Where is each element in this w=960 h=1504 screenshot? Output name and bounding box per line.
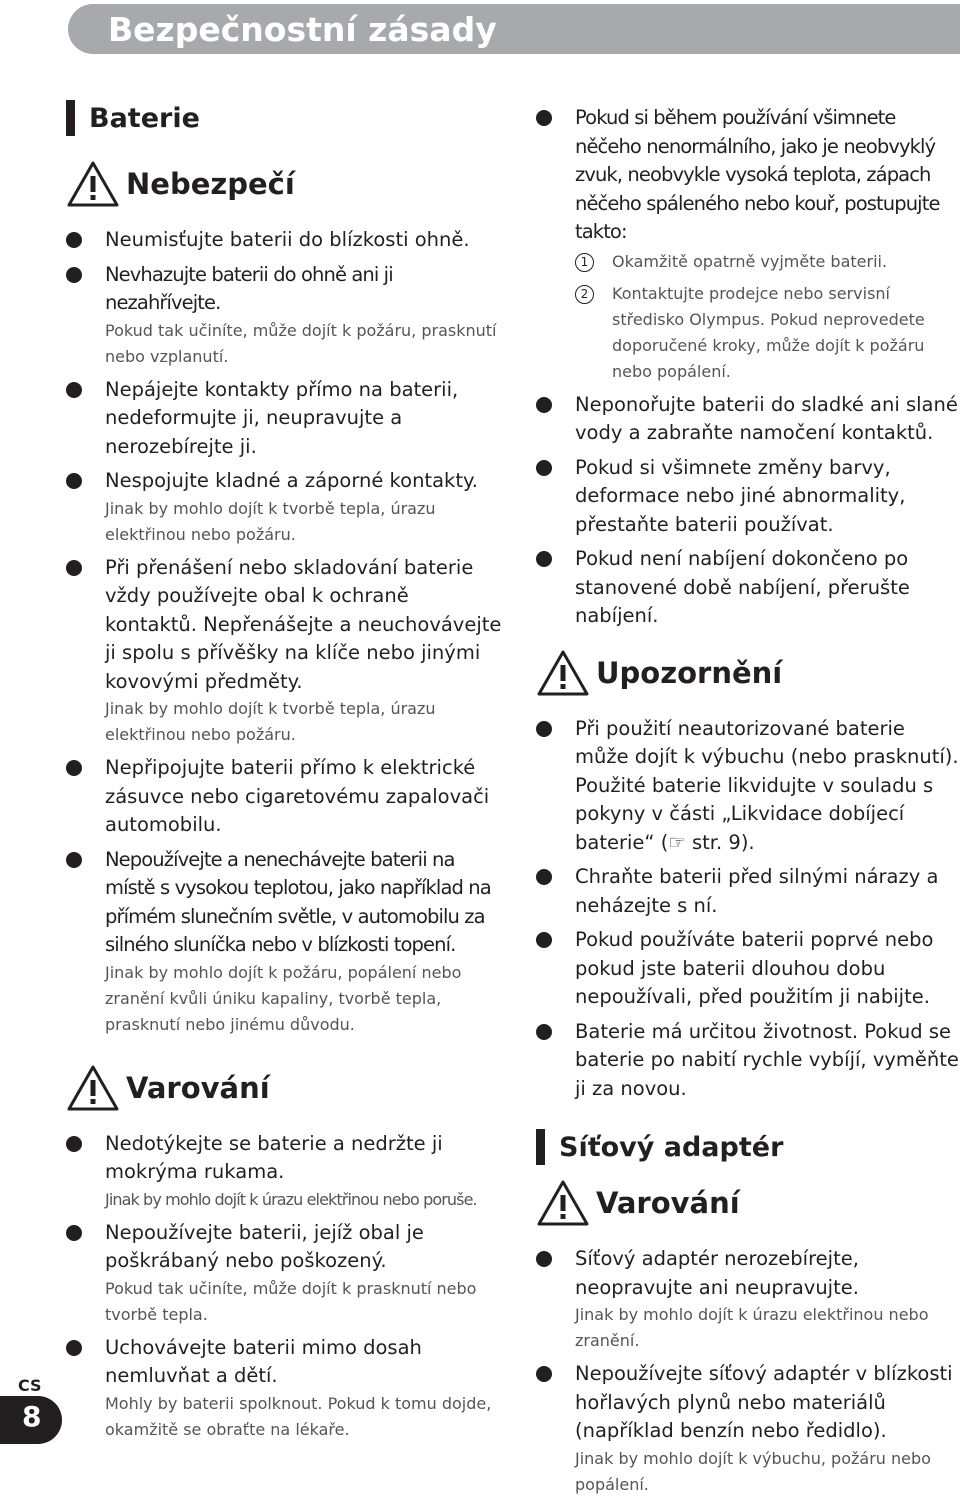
step-item <box>575 281 960 385</box>
danger-heading <box>66 160 506 208</box>
item-note: Jinak by mohlo dojít k úrazu elektřinou nebo poruše. <box>105 1189 477 1209</box>
warning-triangle-icon <box>536 649 590 697</box>
list-item <box>66 467 506 548</box>
list-item <box>66 846 506 1038</box>
warning-triangle-icon <box>66 160 120 208</box>
right-column <box>536 104 960 1504</box>
item-note: Jinak by mohlo dojít k úrazu elektřinou nebo zranění. <box>575 1305 929 1350</box>
list-item <box>66 376 506 462</box>
danger-title: Nebezpečí <box>126 167 295 201</box>
list-item <box>536 1360 960 1498</box>
list-item <box>536 545 960 631</box>
item-text: Nevhazujte baterii do ohně ani ji nezahřívejte. <box>105 262 393 314</box>
item-text: Nespojujte kladné a záporné kontakty. <box>105 469 478 492</box>
list-item <box>66 226 506 255</box>
item-note: Mohly by baterii spolknout. Pokud k tomu dojde, okamžitě se obraťte na lékaře. <box>105 1393 492 1439</box>
warning-triangle-icon <box>66 1064 120 1112</box>
language-code: CS <box>18 1376 42 1395</box>
list-item <box>66 754 506 840</box>
adapter-warning-list <box>536 1245 960 1498</box>
item-text: Baterie má určitou životnost. Pokud se baterie po nabití rychle vybíjí, vyměňte ji za novou. <box>575 1019 959 1100</box>
section-title: Síťový adaptér <box>559 1131 784 1163</box>
list-item <box>66 1219 506 1328</box>
section-marker <box>66 100 75 136</box>
list-item <box>66 554 506 749</box>
step-number: 1 <box>575 253 594 272</box>
adapter-warning-title: Varování <box>596 1186 740 1220</box>
item-text: Chraňte baterii před silnými nárazy a neházejte s ní. <box>575 865 939 917</box>
item-text: Nepoužívejte a nenechávejte baterii na místě s vysokou teplotou, jako například na přímém slunečním světle, v automobilu za silného sluníčka nebo v blízkosti topení. <box>105 847 491 956</box>
list-item <box>536 1245 960 1354</box>
list-item <box>66 1130 506 1213</box>
list-item <box>536 454 960 540</box>
step-text: Kontaktujte prodejce nebo servisní středisko Olympus. Pokud neprovedete doporučené kroky, může dojít k požáru nebo popálení. <box>612 283 925 381</box>
left-column <box>66 100 506 1449</box>
list-item <box>536 863 960 920</box>
item-text: Síťový adaptér nerozebírejte, neopravujte ani neupravujte. <box>575 1247 859 1299</box>
page-title: Bezpečnostní zásady <box>108 10 497 49</box>
item-text: Nedotýkejte se baterie a nedržte ji mokrýma rukama. <box>105 1131 443 1183</box>
caution-heading <box>536 649 960 697</box>
caution-title: Upozornění <box>596 655 783 690</box>
battery-list-continued <box>536 104 960 631</box>
danger-list <box>66 226 506 1038</box>
item-text: Neumisťujte baterii do blízkosti ohně. <box>105 228 470 251</box>
section-title: Baterie <box>89 102 200 134</box>
step-text: Okamžitě opatrně vyjměte baterii. <box>612 251 888 271</box>
section-heading-battery <box>66 100 506 136</box>
item-text: Nepájejte kontakty přímo na baterii, nedeformujte ji, neupravujte a nerozebírejte ji. <box>105 377 459 458</box>
item-note: Jinak by mohlo dojít k výbuchu, požáru nebo popálení. <box>575 1448 931 1494</box>
warning-title: Varování <box>126 1070 270 1105</box>
header-bar <box>68 4 960 54</box>
page-number: 8 <box>22 1400 42 1433</box>
warning-list <box>66 1130 506 1443</box>
item-text: Pokud si všimnete změny barvy, deformace nebo jiné abnormality, přestaňte baterii používat. <box>575 455 906 536</box>
list-item <box>536 715 960 858</box>
list-item <box>536 104 960 385</box>
item-note: Pokud tak učiníte, může dojít k prasknutí nebo tvorbě tepla. <box>105 1278 477 1324</box>
item-text: Nepřipojujte baterii přímo k elektrické zásuvce nebo cigaretovému zapalovači automobilu. <box>105 756 490 836</box>
warning-heading <box>66 1064 506 1112</box>
section-marker <box>536 1129 545 1165</box>
item-note: Jinak by mohlo dojít k tvorbě tepla, úrazu elektřinou nebo požáru. <box>105 699 436 744</box>
item-note: Jinak by mohlo dojít k požáru, popálení nebo zranění kvůli úniku kapaliny, tvorbě tepla, prasknutí nebo jinému důvodu. <box>105 962 462 1034</box>
warning-triangle-icon <box>536 1179 590 1227</box>
list-item <box>66 261 506 370</box>
step-item <box>575 249 960 275</box>
item-text: Nepoužívejte síťový adaptér v blízkosti hořlavých plynů nebo materiálů (například benzín nebo ředidlo). <box>575 1362 953 1442</box>
caution-list <box>536 715 960 1104</box>
adapter-warning-heading <box>536 1179 960 1227</box>
item-note: Pokud tak učiníte, může dojít k požáru, prasknutí nebo vzplanutí. <box>105 320 497 366</box>
item-text: Při přenášení nebo skladování baterie vždy používejte obal k ochraně kontaktů. Nepřenášejte a neuchovávejte ji spolu s přívěšky na klíče nebo jinými kovovými předměty. <box>105 555 502 693</box>
list-item <box>536 391 960 448</box>
item-text: Nepoužívejte baterii, jejíž obal je poškrábaný nebo poškozený. <box>105 1220 424 1272</box>
item-text: Uchovávejte baterii mimo dosah nemluvňat a dětí. <box>105 1335 422 1387</box>
item-text: Při použití neautorizované baterie může dojít k výbuchu (nebo prasknutí). Použité baterie likvidujte v souladu s pokyny v části „Likvidace dobíjecí baterie“ (☞ str. 9). <box>575 716 959 854</box>
list-item <box>66 1334 506 1443</box>
item-text: Pokud není nabíjení dokončeno po stanovené době nabíjení, přerušte nabíjení. <box>575 547 910 627</box>
item-text: Pokud používáte baterii poprvé nebo pokud jste baterii dlouhou dobu nepoužívali, před použitím ji nabijte. <box>575 928 934 1008</box>
list-item <box>536 1018 960 1104</box>
item-text: Pokud si během používání všimnete něčeho nenormálního, jako je neobvyklý zvuk, neobvykle vysoká teplota, zápach něčeho spáleného nebo kouř, postupujte takto: <box>575 106 940 243</box>
section-heading-adapter <box>536 1129 960 1165</box>
steps-list <box>575 249 960 385</box>
item-text: Neponořujte baterii do sladké ani slané vody a zabraňte namočení kontaktů. <box>575 392 958 444</box>
list-item <box>536 926 960 1012</box>
item-note: Jinak by mohlo dojít k tvorbě tepla, úrazu elektřinou nebo požáru. <box>105 498 436 544</box>
step-number: 2 <box>575 285 594 304</box>
